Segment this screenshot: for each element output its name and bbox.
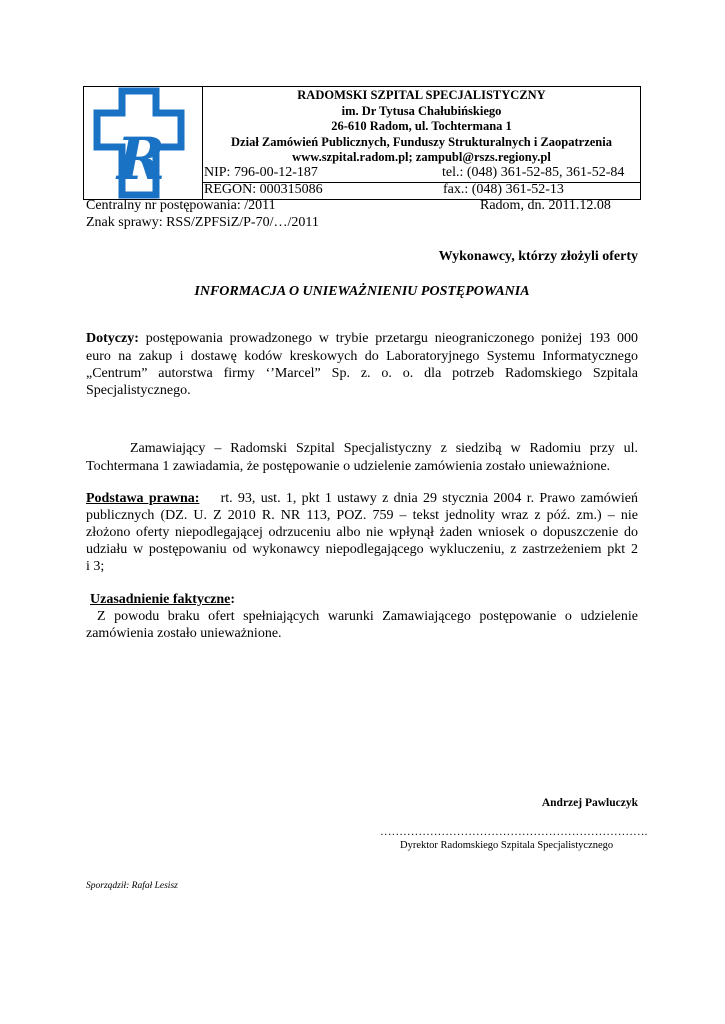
org-department: Dział Zamówień Publicznych, Funduszy Strukturalnych i Zaopatrzenia	[231, 135, 612, 149]
justification-label: Uzasadnienie faktyczne	[90, 592, 231, 607]
signature-line: …………………………………………………………….	[380, 826, 648, 838]
legal-basis-line-2: publicznych (DZ. U. Z 2010 R. NR 113, POZ. 759 – tekst jednolity wraz z póź. zm.) – nie	[86, 508, 638, 523]
hospital-logo	[84, 87, 203, 199]
org-patron: im. Dr Tytusa Chałubińskiego	[341, 104, 502, 118]
subject-line-1: Dotyczy: postępowania prowadzonego w trybie przetargu nieograniczonego poniżej 193 000	[86, 331, 639, 346]
signatory-role: Dyrektor Radomskiego Szpitala Specjalistycznego	[400, 840, 614, 851]
signatory-name: Andrzej Pawluczyk	[541, 797, 638, 809]
justification-heading: Uzasadnienie faktyczne:	[90, 592, 236, 607]
fax: fax.: (048) 361-52-13	[443, 182, 564, 197]
prepared-by: Sporządził: Rafał Lesisz	[86, 881, 178, 891]
subject-label: Dotyczy:	[86, 331, 139, 346]
regon: REGON: 000315086	[204, 182, 323, 197]
legal-basis-label: Podstawa prawna:	[86, 491, 200, 506]
notice-line-2: Tochtermana 1 zawiadamia, że postępowanie o udzielenie zamówienia zostało unieważnione.	[86, 459, 611, 474]
org-address: 26-610 Radom, ul. Tochtermana 1	[331, 119, 512, 133]
file-sign: Znak sprawy: RSS/ZPFSiZ/P-70/…/2011	[86, 215, 319, 230]
document-title: INFORMACJA O UNIEWAŻNIENIU POSTĘPOWANIA	[194, 284, 530, 299]
subject-line-4: Specjalistycznego.	[86, 383, 191, 398]
org-web-email: www.szpital.radom.pl; zampubl@rszs.regiony.pl	[292, 150, 551, 164]
justification-line-2: zamówienia zostało unieważnione.	[86, 626, 282, 641]
subject-line-2: euro na zakup i dostawę kodów kreskowych do Laboratoryjnego Systemu Informatycznego	[86, 349, 638, 364]
hospital-cross-logo-icon	[84, 87, 202, 199]
legal-basis-line-1: Podstawa prawna: rt. 93, ust. 1, pkt 1 ustawy z dnia 29 stycznia 2004 r. Prawo zamówień	[86, 491, 639, 506]
place-date: Radom, dn. 2011.12.08	[480, 198, 611, 213]
legal-basis-line-5: i 3;	[86, 559, 105, 574]
legal-basis-line-3: złożono oferty niepodlegającej odrzuceniu albo nie wpłynął żaden wniosek o dopuszczenie do	[86, 525, 638, 540]
justification-line-1: Z powodu braku ofert spełniających warunki Zamawiającego postępowanie o udzielenie	[97, 609, 638, 624]
org-name: RADOMSKI SZPITAL SPECJALISTYCZNY	[297, 88, 546, 102]
notice-line-1: Zamawiający – Radomski Szpital Specjalistyczny z siedzibą w Radomiu przy ul.	[130, 441, 638, 456]
letterhead	[83, 86, 641, 200]
logo-letter: R	[116, 125, 166, 193]
addressee: Wykonawcy, którzy złożyli oferty	[438, 249, 638, 264]
telephone: tel.: (048) 361-52-85, 361-52-84	[442, 165, 625, 180]
letterhead-info	[203, 87, 640, 199]
subject-line-3: „Centrum” autorstwa firmy ‘’Marcel” Sp. z. o. o. dla potrzeb Radomskiego Szpitala	[86, 366, 638, 381]
case-number: Centralny nr postępowania: /2011	[86, 198, 276, 213]
nip: NIP: 796-00-12-187	[204, 165, 318, 180]
legal-basis-line-4: udziału w postępowaniu od wykonawcy niepodlegającego wykluczeniu, z zastrzeżeniem pkt 2	[86, 542, 638, 557]
